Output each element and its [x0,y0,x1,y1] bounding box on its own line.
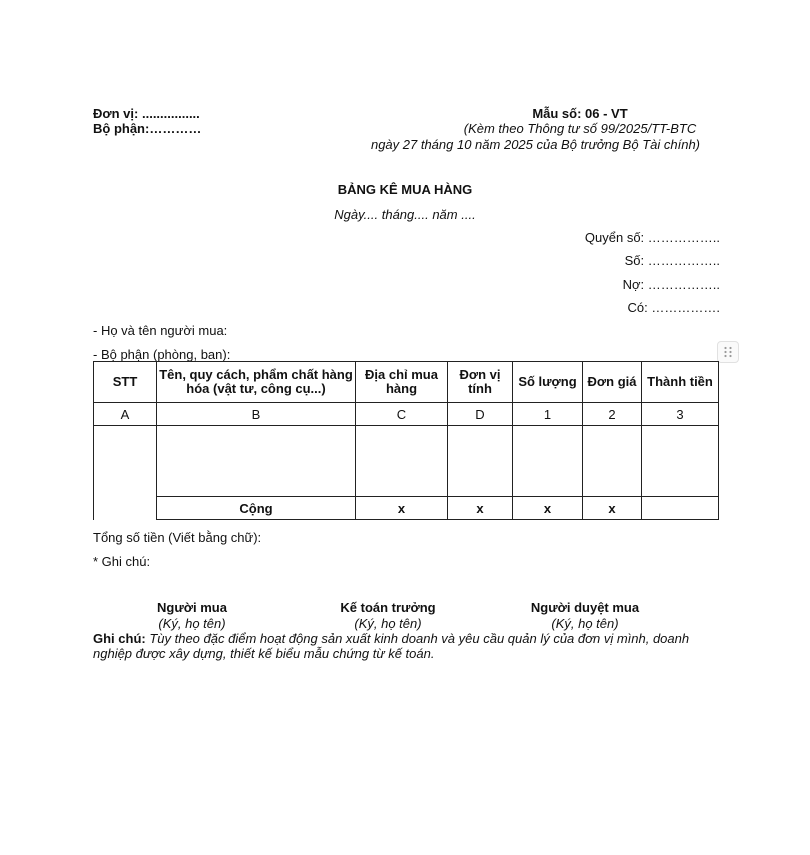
date-line: Ngày.... tháng.... năm .... [334,207,476,222]
dept-value: ………… [149,121,202,136]
signature-title: Kế toán trưởng [340,600,436,615]
code-d: D [448,403,513,426]
header-quantity: Số lượng [513,362,583,403]
book-number: Quyển số: …………….. [584,230,720,245]
unit-line [93,106,200,121]
total-mark: x [448,497,513,520]
header-address: Địa chỉ mua hàng [356,362,448,403]
total-in-words: Tổng số tiền (Viết bằng chữ): [93,530,262,545]
table-cell[interactable] [448,426,513,497]
purchase-table [93,361,718,520]
code-b: B [157,403,356,426]
table-code-row [94,403,719,426]
header-unit-price: Đơn giá [583,362,642,403]
table-cell [94,497,157,520]
code-a: A [94,403,157,426]
dept-line [93,121,201,136]
footnote-text: Tùy theo đặc điểm hoạt động sản xuất kinh doanh và yêu cầu quản lý của đơn vị mình, doanh nghiệp được xây dựng, thiết kế biểu mẫu chứng từ kế toán. [93,631,690,661]
document-title: BẢNG KÊ MUA HÀNG [337,182,473,197]
footnote [93,631,723,661]
total-mark: x [356,497,448,520]
buyer-dept-line: - Bộ phận (phòng, ban): [93,347,231,362]
table-cell[interactable] [157,426,356,497]
header-item-name: Tên, quy cách, phẩm chất hàng hóa (vật tư, công cụ...) [157,362,356,403]
code-2: 2 [583,403,642,426]
code-3: 3 [642,403,719,426]
total-label: Cộng [157,497,356,520]
signature-title: Người mua [157,600,227,615]
header-amount: Thành tiền [642,362,719,403]
table-cell[interactable] [94,426,157,497]
table-total-row [94,497,719,520]
drag-handle-icon[interactable] [717,341,739,363]
code-c: C [356,403,448,426]
signature-subtitle: (Ký, họ tên) [158,616,226,631]
voucher-number: Số: …………….. [624,253,720,268]
note-label: * Ghi chú: [93,554,151,569]
signature-buyer [92,600,292,631]
unit-value: ................ [141,106,200,121]
form-reference-line1: (Kèm theo Thông tư số 99/2025/TT-BTC [463,121,697,136]
form-reference-line2: ngày 27 tháng 10 năm 2025 của Bộ trưởng Bộ Tài chính) [370,137,700,152]
dept-label: Bộ phận: [93,121,150,136]
header-unit: Đơn vị tính [448,362,513,403]
buyer-name-line: - Họ và tên người mua: [93,323,228,338]
signature-subtitle: (Ký, họ tên) [354,616,422,631]
table-cell[interactable] [642,426,719,497]
signature-chief-accountant [288,600,488,631]
signature-subtitle: (Ký, họ tên) [551,616,619,631]
unit-label: Đơn vị: [93,106,139,121]
total-mark: x [513,497,583,520]
total-amount-cell[interactable] [642,497,719,520]
signature-approver [485,600,685,631]
credit-account: Có: ……………. [627,300,720,315]
form-number: Mẫu số: 06 - VT [532,106,628,121]
table-cell[interactable] [513,426,583,497]
footnote-label: Ghi chú: [93,631,146,646]
table-row [94,426,719,497]
table-cell[interactable] [356,426,448,497]
debit-account: Nợ: …………….. [622,277,720,292]
table-header-row [94,362,719,403]
total-mark: x [583,497,642,520]
header-stt: STT [94,362,157,403]
signature-title: Người duyệt mua [530,600,640,615]
code-1: 1 [513,403,583,426]
table-cell[interactable] [583,426,642,497]
grip-dots-icon [723,346,733,358]
